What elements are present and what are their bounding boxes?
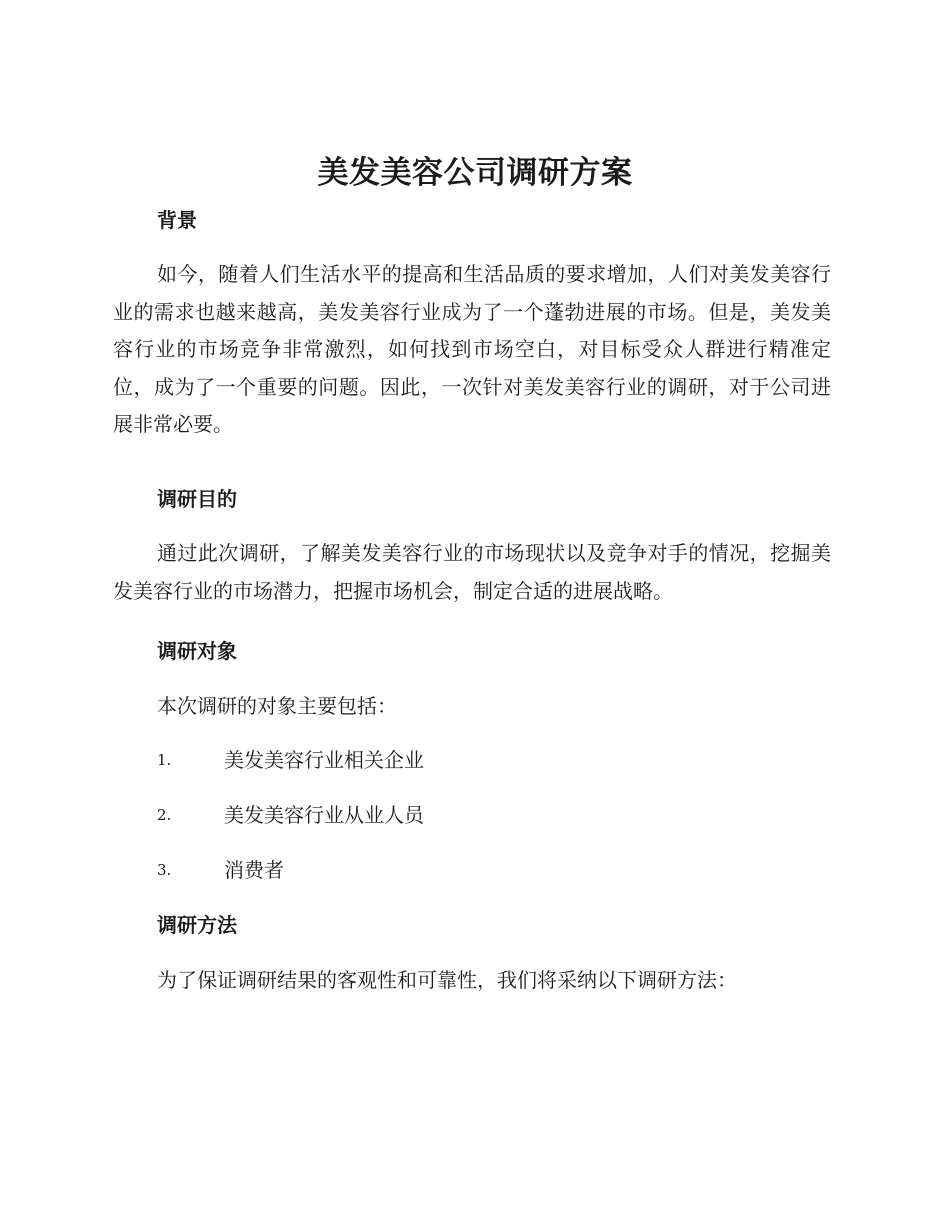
list-item-text: 美发美容行业相关企业 <box>224 748 424 772</box>
list-item-number: 1. <box>157 751 172 769</box>
list-item-number: 2. <box>157 806 172 824</box>
paragraph-background: 如今，随着人们生活水平的提高和生活品质的要求增加，人们对美发美容行业的需求也越来越高，美发美容行业成为了一个蓬勃进展的市场。但是，美发美容行业的市场竞争非常激烈，如何找到市场空白，对目标受众人群进行精准定位，成为了一个重要的问题。因此，一次针对美发美容行业的调研，对于公司进展非常必要。 <box>113 262 831 436</box>
section-heading-background: 背景 <box>157 208 197 232</box>
list-item-text: 消费者 <box>224 858 284 882</box>
methods-intro: 为了保证调研结果的客观性和可靠性，我们将采纳以下调研方法： <box>157 968 737 992</box>
section-heading-methods: 调研方法 <box>157 913 237 937</box>
section-heading-objects: 调研对象 <box>157 639 237 663</box>
document-title: 美发美容公司调研方案 <box>317 155 633 191</box>
list-item-number: 3. <box>157 861 172 879</box>
list-item-text: 美发美容行业从业人员 <box>224 803 424 827</box>
paragraph-purpose: 通过此次调研，了解美发美容行业的市场现状以及竞争对手的情况，挖掘美发美容行业的市场潜力，把握市场机会，制定合适的进展战略。 <box>113 541 831 603</box>
objects-intro: 本次调研的对象主要包括： <box>157 694 397 718</box>
section-heading-purpose: 调研目的 <box>157 487 237 511</box>
